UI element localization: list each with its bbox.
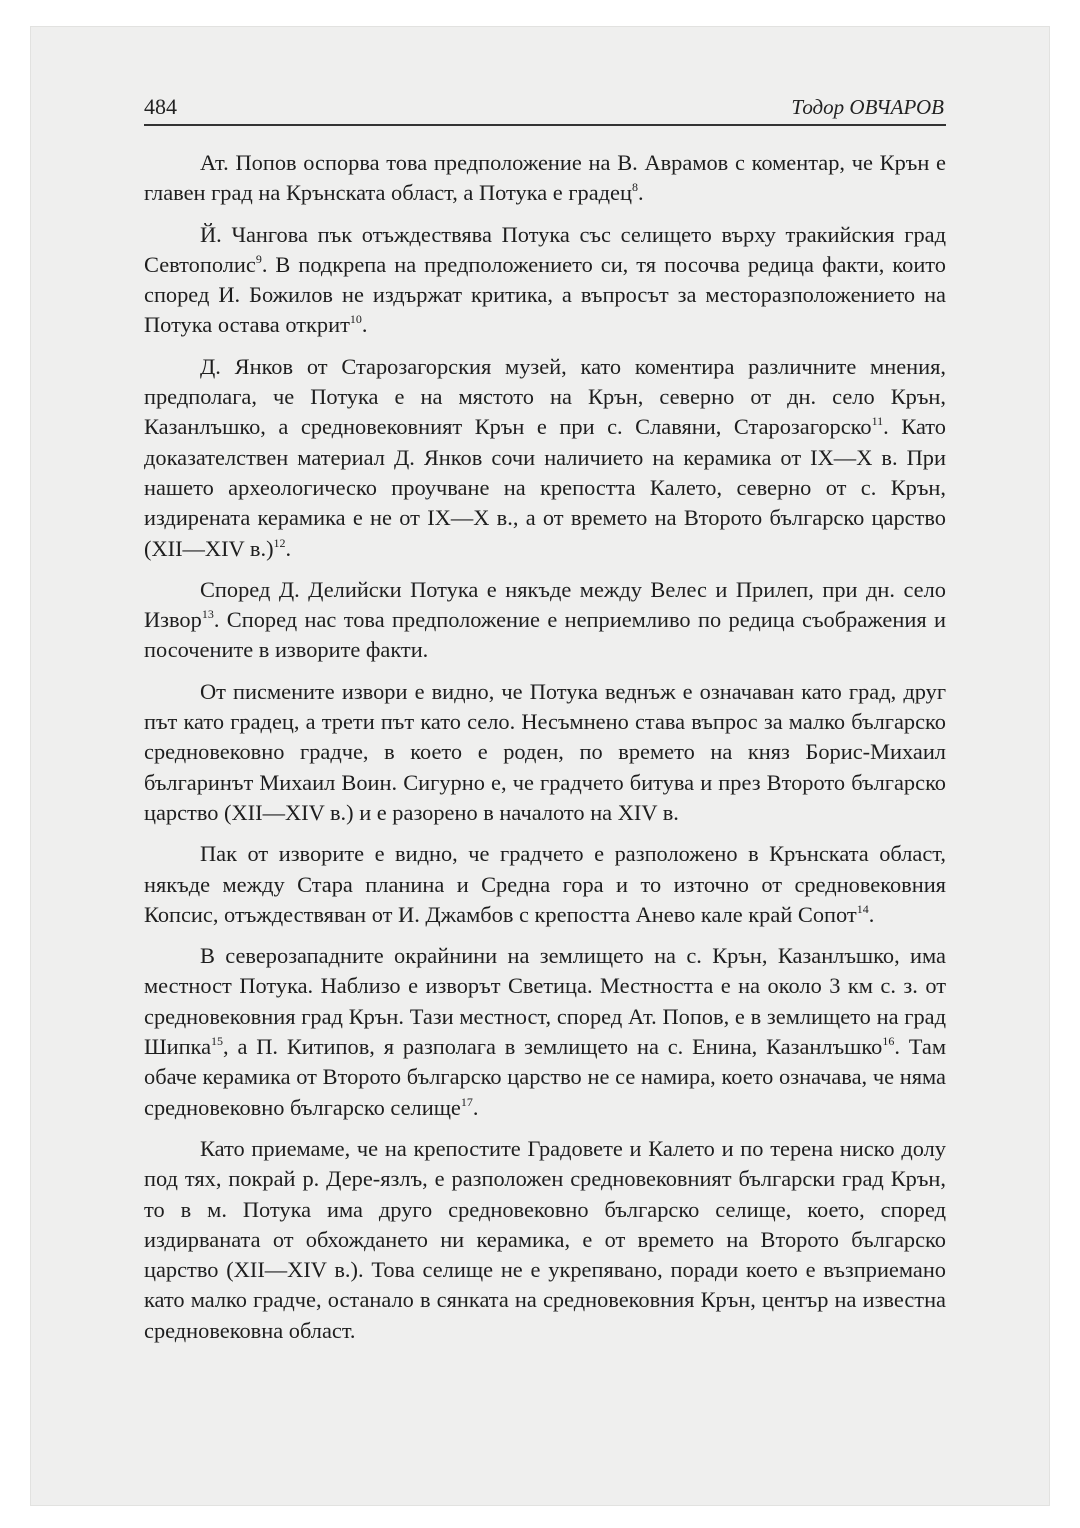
paragraph-text: От писмените извори е видно, че Потука веднъж е означаван като град, друг път като градец, а трети път като село. Несъмнено става въпрос за малко българско средновековно градче, в което е роден, по времето на княз Борис-Михаил българинът Михаил Воин. Сигурно е, че градчето битува и през Второто българско царство (XII—XIV в.) и е разорено в началото на XIV в.	[144, 678, 946, 825]
paragraph	[144, 148, 946, 209]
paragraph-text: . Там обаче керамика от Второто българско царство не се намира, което означава, че няма средновековно българско селище	[144, 1034, 946, 1120]
paragraph-text: . В подкрепа на предположението си, тя посочва редица факти, които според И. Божилов не издържат критика, а въпросът за месторазположението на Потука остава открит	[144, 251, 946, 338]
footnote-ref[interactable]: 16	[882, 1034, 895, 1049]
paragraph	[144, 1134, 946, 1346]
paragraph	[144, 220, 946, 341]
footnote-ref[interactable]: 13	[201, 607, 214, 622]
page-header	[144, 90, 946, 126]
footnote-ref[interactable]: 8	[631, 180, 638, 195]
paragraph-text: Ат. Попов оспорва това предположение на В. Аврамов с коментар, че Крън е главен град на Крънската област, а Потука е градец	[144, 150, 946, 206]
footnote-ref[interactable]: 14	[856, 901, 869, 916]
paragraph	[144, 352, 946, 564]
paragraph-text: Й. Чангова пък отъждествява Потука със селището върху тракийския град Севтополис	[144, 221, 946, 277]
paragraph-text: Пак от изворите е видно, че градчето е разположено в Крънската област, някъде между Стара планина и Средна гора и то източно от средновековния Копсис, отъждествяван от И. Джамбов с крепостта Анево кале край Сопот	[144, 841, 946, 927]
paragraph-text: .	[472, 1094, 479, 1120]
paragraph	[144, 677, 946, 828]
footnote-ref[interactable]: 15	[211, 1034, 224, 1049]
paragraph-text: В северозападните окрайнини на землището на с. Крън, Казанлъшко, има местност Потука. Наблизо е изворът Светица. Местността е на около 3 км с. з. от средновековния град Крън. Тази местност, според Ат. Попов, е в землището на град Шипка	[144, 943, 946, 1060]
paragraph-text: .	[285, 535, 292, 561]
footnote-ref[interactable]: 17	[460, 1094, 473, 1109]
paragraph	[144, 839, 946, 930]
running-title-author: Тодор ОВЧАРОВ	[791, 95, 944, 119]
page-number: 484	[144, 94, 177, 119]
paragraph-text: .	[868, 901, 875, 927]
paragraph-text: Според Д. Делийски Потука е някъде между Велес и Прилеп, при дн. село Извор	[144, 576, 946, 633]
paragraph-text: .	[361, 312, 368, 338]
paragraph	[144, 941, 946, 1123]
footnote-ref[interactable]: 9	[255, 251, 262, 266]
paragraph-text: .	[637, 180, 644, 206]
footnote-ref[interactable]: 10	[349, 312, 362, 327]
paragraph-text: . Според нас това предположение е неприемливо по редица съображения и посочените в изворите факти.	[144, 607, 946, 663]
paragraph-text: Д. Янков от Старозагорския музей, като коментира различните мнения, предполага, че Потука е на мястото на Крън, северно от дн. село Крън, Казанлъшко, а средновековният Крън е при с. Славяни, Старозагорско	[144, 353, 946, 440]
footnote-ref[interactable]: 12	[273, 535, 286, 550]
paragraph-text: Като приемаме, че на крепостите Градовете и Калето и по терена ниско долу под тях, покрай р. Дере-язлъ, е разположен средновековният български град Крън, то в м. Потука има друго средновековно българско селище, което, според издирваната от обхождането ни керамика, е от времето на Второто българско царство (XII—XIV в.). Това селище не е укрепявано, поради което е възприемано като малко градче, останало в сянката на средновековния Крън, център на известна средновековна област.	[144, 1135, 946, 1343]
paragraph	[144, 575, 946, 666]
footnote-ref[interactable]: 11	[871, 414, 884, 429]
body-text	[144, 148, 946, 1357]
paragraph-text: , а П. Китипов, я разполага в землището на с. Енина, Казанлъшко	[223, 1034, 883, 1060]
paragraph-text: . Като доказателствен материал Д. Янков сочи наличието на керамика от IX—X в. При нашето археологическо проучване на крепостта Калето, северно от с. Крън, издирената керамика е не от IX—X в., а от времето на Второто българско царство (XII—XIV в.)	[144, 414, 946, 561]
